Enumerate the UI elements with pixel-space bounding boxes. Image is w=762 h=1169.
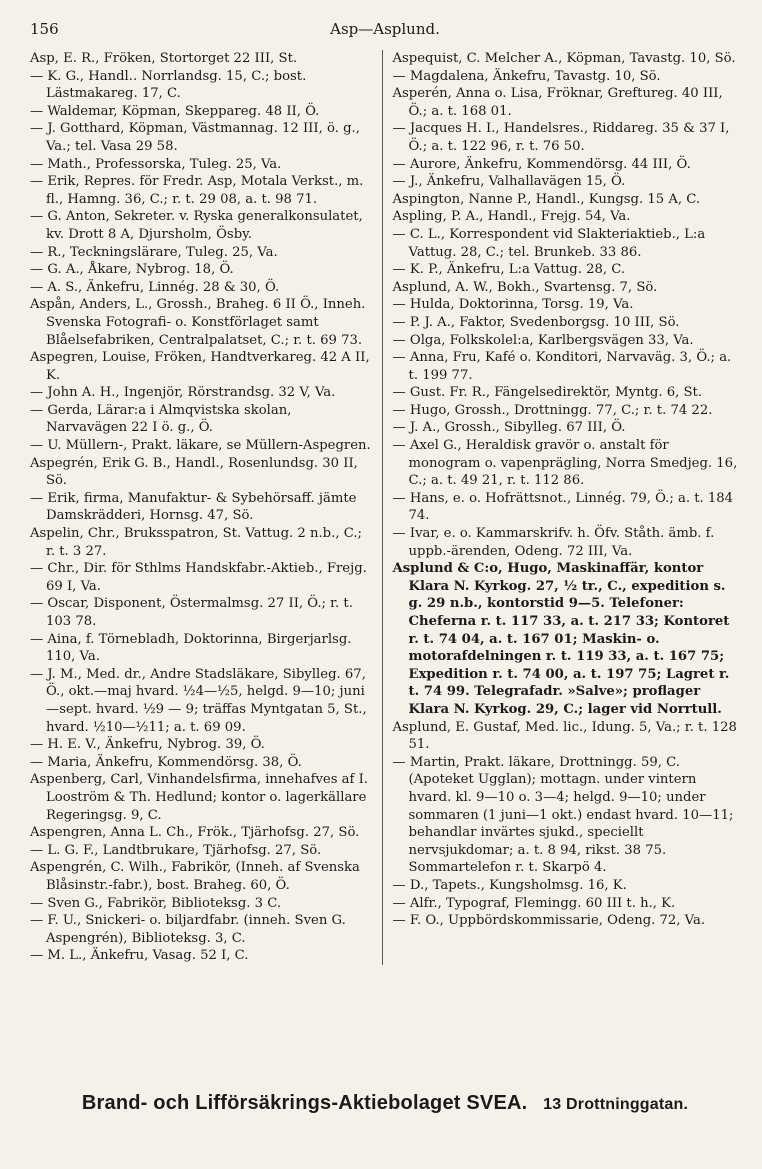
directory-entry: — John A. H., Ingenjör, Rörstrandsg. 32 V, Va.: [30, 385, 336, 401]
directory-entry: Aspelin, Chr., Bruksspatron, St. Vattug. 2 n.b., C.; r. t. 3 27.: [30, 526, 362, 559]
right-column: [383, 50, 740, 965]
footer-address: 13 Drottninggatan.: [543, 1096, 689, 1113]
page-header: [30, 16, 740, 42]
directory-entry: — J. Gotthard, Köpman, Västmannag. 12 III, ö. g., Va.; tel. Vasa 29 58.: [30, 121, 360, 154]
directory-entry: — Aina, f. Törnebladh, Doktorinna, Birgerjarlsg. 110, Va.: [30, 631, 352, 665]
directory-entry: — Hulda, Doktorinna, Torsg. 19, Va.: [392, 297, 634, 313]
directory-entry: — Hans, e. o. Hofrättsnot., Linnég. 79, Ö.; a. t. 184 74.: [392, 490, 734, 524]
directory-entry: — Jacques H. I., Handelsres., Riddareg. 35 & 37 I, Ö.; a. t. 122 96, r. t. 76 50.: [392, 121, 730, 154]
directory-entry: Asp, E. R., Fröken, Stortorget 22 III, St.: [30, 51, 298, 66]
directory-entry: — U. Müllern-, Prakt. läkare, se Müllern-Aspegren.: [30, 438, 371, 454]
directory-entry: — Erik, Repres. för Fredr. Asp, Motala Verkst., m. fl., Hamng. 36, C.; r. t. 29 08, a. t. 98 71.: [30, 174, 364, 207]
directory-entry: — G. A., Åkare, Nybrog. 18, Ö.: [30, 262, 234, 278]
directory-entry: — Math., Professorska, Tuleg. 25, Va.: [30, 156, 282, 172]
directory-entry: — J., Änkefru, Valhallavägen 15, Ö.: [392, 174, 626, 190]
directory-entry: — Magdalena, Änkefru, Tavastg. 10, Sö.: [392, 68, 661, 84]
page-number: 156: [30, 20, 59, 38]
directory-entry: — L. G. F., Landtbrukare, Tjärhofsg. 27, Sö.: [30, 842, 322, 858]
directory-entry: — K. P., Änkefru, L:a Vattug. 28, C.: [392, 262, 626, 278]
directory-entry: — Sven G., Fabrikör, Biblioteksg. 3 C.: [30, 895, 282, 911]
directory-entry: — Anna, Fru, Kafé o. Konditori, Narvaväg. 3, Ö.; a. t. 199 77.: [392, 350, 732, 383]
footer-company: Brand- och Lifförsäkrings-Aktiebolaget SVEA.: [81, 1092, 528, 1114]
directory-entry: — Hugo, Grossh., Drottningg. 77, C.; r. t. 74 22.: [392, 402, 713, 418]
directory-entry: — Aurore, Änkefru, Kommendörsg. 44 III, Ö.: [392, 156, 691, 172]
directory-entry: — M. L., Änkefru, Vasag. 52 I, C.: [30, 948, 249, 964]
directory-entry: Aspengrén, C. Wilh., Fabrikör, (Inneh. af Svenska Blåsinstr.-fabr.), bost. Braheg. 60, Ö.: [30, 860, 360, 893]
advertisement-footer: [30, 1092, 740, 1115]
directory-entry: Asplund, A. W., Bokh., Svartensg. 7, Sö.: [392, 279, 658, 295]
directory-entry: — Gust. Fr. R., Fängelsedirektör, Myntg. 6, St.: [392, 385, 703, 401]
left-column: [30, 50, 383, 965]
directory-entry: Aspån, Anders, L., Grossh., Braheg. 6 II Ö., Inneh. Svenska Fotografi- o. Konstförlaget samt Blåelsefabriken, Centralpalatset, C.; r. t. 69 73.: [30, 297, 366, 348]
directory-entry: Aspling, P. A., Handl., Frejg. 54, Va.: [392, 209, 631, 225]
directory-entry: — Oscar, Disponent, Östermalmsg. 27 II, Ö.; r. t. 103 78.: [30, 596, 353, 629]
directory-entry: — Olga, Folkskolel:a, Karlbergsvägen 33, Va.: [392, 332, 694, 348]
directory-entry: — F. U., Snickeri- o. biljardfabr. (inneh. Sven G. Aspengrén), Biblioteksg. 3, C.: [30, 913, 346, 946]
directory-entry: — Axel G., Heraldisk gravör o. anstalt för monogram o. vapenprägling, Norra Smedjeg. 16, C.; a. t. 49 21, r. t. 112 86.: [392, 438, 738, 489]
directory-entry: — Martin, Prakt. läkare, Drottningg. 59, C. (Apoteket Ugglan); mottagn. under vintern hvard. kl. 9—10 o. 3—4; helgd. 9—10; under sommaren (1 juni—1 okt.) endast hvard. 10—11; behandlar invärtes sjukd., speciellt nervsjukdomar; a. t. 8 94, rikst. 38 75. Sommartelefon r. t. Skarpö 4.: [392, 754, 734, 876]
directory-entry: Aspegrén, Erik G. B., Handl., Rosenlundsg. 30 II, Sö.: [30, 455, 358, 489]
directory-entry: — P. J. A., Faktor, Svedenborgsg. 10 III, Sö.: [392, 314, 680, 330]
directory-entry: — H. E. V., Änkefru, Nybrog. 39, Ö.: [30, 737, 265, 753]
directory-entry: — Chr., Dir. för Sthlms Handskfabr.-Aktieb., Frejg. 69 I, Va.: [30, 561, 367, 594]
directory-entry: Aspequist, C. Melcher A., Köpman, Tavastg. 10, Sö.: [392, 51, 736, 66]
directory-entry: — R., Teckningslärare, Tuleg. 25, Va.: [30, 244, 278, 260]
directory-entry: — K. G., Handl.. Norrlandsg. 15, C.; bost. Lästmakareg. 17, C.: [30, 68, 307, 102]
directory-entry: Aspegren, Louise, Fröken, Handtverkareg. 42 A II, K.: [30, 350, 370, 383]
directory-entry: — J. A., Grossh., Sibylleg. 67 III, Ö.: [392, 420, 626, 436]
directory-entry: — Ivar, e. o. Kammarskrifv. h. Öfv. Ståth. ämb. f. uppb.-ärenden, Odeng. 72 III, Va.: [392, 526, 715, 559]
directory-entry: — A. S., Änkefru, Linnég. 28 & 30, Ö.: [30, 279, 280, 295]
directory-entry: Asperén, Anna o. Lisa, Fröknar, Greftureg. 40 III, Ö.; a. t. 168 01.: [392, 86, 723, 119]
directory-entry: — G. Anton, Sekreter. v. Ryska generalkonsulatet, kv. Drott 8 A, Djursholm, Ösby.: [30, 209, 363, 242]
running-head: Asp—Asplund.: [330, 20, 440, 38]
directory-entry: — D., Tapets., Kungsholmsg. 16, K.: [392, 877, 627, 893]
directory-entry: — J. M., Med. dr., Andre Stadsläkare, Sibylleg. 67, Ö., okt.—maj hvard. ½4—½5, helgd. 9—10; juni—sept. hvard. ½9 — 9; träffas Myntgatan 5, St., hvard. ½10—½11; a. t. 69 09.: [30, 666, 367, 735]
directory-entry: — F. O., Uppbördskommissarie, Odeng. 72, Va.: [392, 913, 706, 929]
directory-entry: — Gerda, Lärar:a i Almqvistska skolan, Narvavägen 22 I ö. g., Ö.: [30, 402, 292, 436]
directory-entry: — Alfr., Typograf, Flemingg. 60 III t. h., K.: [392, 895, 676, 911]
directory-entry: — Waldemar, Köpman, Skeppareg. 48 II, Ö.: [30, 103, 320, 119]
directory-entry: — Erik, firma, Manufaktur- & Sybehörsaff. jämte Damskrädderi, Hornsg. 47, Sö.: [30, 490, 357, 524]
directory-entry: Aspenberg, Carl, Vinhandelsfirma, innehafves af I. Looström & Th. Hedlund; kontor o. lagerkällare Regeringsg. 9, C.: [30, 772, 368, 823]
directory-entry: — C. L., Korrespondent vid Slakteriaktieb., L:a Vattug. 28, C.; tel. Brunkeb. 33 86.: [392, 226, 706, 260]
directory-entry: Aspengren, Anna L. Ch., Frök., Tjärhofsg. 27, Sö.: [30, 825, 360, 841]
directory-columns: [30, 50, 740, 965]
directory-entry: Asplund, E. Gustaf, Med. lic., Idung. 5, Va.; r. t. 128 51.: [392, 719, 737, 753]
directory-entry: Aspington, Nanne P., Handl., Kungsg. 15 A, C.: [392, 191, 701, 207]
directory-entry: — Maria, Änkefru, Kommendörsg. 38, Ö.: [30, 754, 302, 770]
directory-entry: Asplund & C:o, Hugo, Maskinaffär, kontor Klara N. Kyrkog. 27, ½ tr., C., expedition s. g. 29 n.b., kontorstid 9—5. Telefoner: Cheferna r. t. 117 33, a. t. 217 33; Kontoret r. t. 74 04, a. t. 167 01; Maskin- o. motorafdelningen r. t. 119 33, a. t. 167 75; Expedition r. t. 74 00, a. t. 197 75; Lagret r. t. 74 99. Telegrafadr. »Salve»; proflager Klara N. Kyrkog. 29, C.; lager vid Norrtull.: [392, 561, 730, 717]
